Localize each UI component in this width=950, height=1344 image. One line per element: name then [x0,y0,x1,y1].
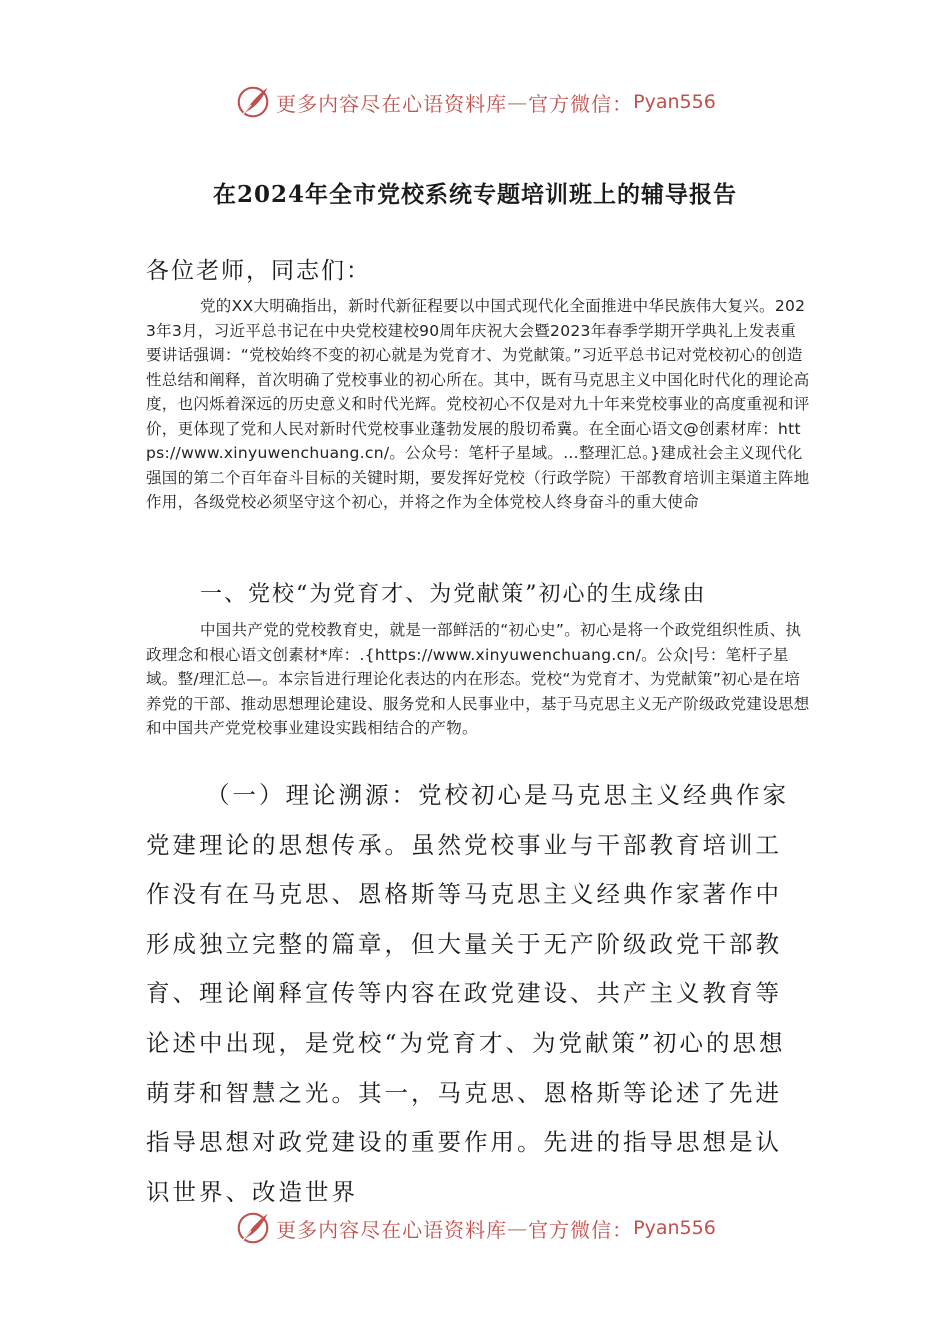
intro-paragraph: 党的XX大明确指出，新时代新征程要以中国式现代化全面推进中华民族伟大复兴。2023年3月，习近平总书记在中央党校建校90周年庆祝大会暨2023年春季学期开学典礼上发表重要讲话强调：“党校始终不变的初心就是为党育才、为党献策。”习近平总书记对党校初心的创造性总结和阐释，首次明确了党校事业的初心所在。其中，既有马克思主义中国化时代化的理论高度，也闪烁着深远的历史意义和时代光辉。党校初心不仅是对九十年来党校事业的高度重视和评价，更体现了党和人民对新时代党校事业蓬勃发展的殷切希冀。在全面心语文@创素材库：https://www.xinyuwenchuang.cn/。公众号：笔杆子星域。…整理汇总。}建成社会主义现代化强国的第二个百年奋斗目标的关键时期，要发挥好党校（行政学院）干部教育培训主渠道主阵地作用，各级党校必须坚守这个初心，并将之作为全体党校人终身奋斗的重大使命 [146,297,810,511]
watermark-handle: Pyan556 [633,1217,716,1239]
watermark-text: 更多内容尽在心语资料库 [276,91,508,116]
watermark-separator: — [507,90,529,114]
watermark-banner-bottom [0,1208,950,1248]
greeting: 各位老师，同志们： [146,258,371,284]
section-heading-1: 一、党校“为党育才、为党献策”初心的生成缘由 [200,582,707,607]
document-title: 在2024年全市党校系统专题培训班上的辅导报告 [212,181,737,208]
quill-pen-logo-icon [234,83,272,121]
watermark-separator: — [507,1216,529,1240]
watermark-text: 更多内容尽在心语资料库 [276,1217,508,1242]
watermark-label: 官方微信： [528,1217,634,1242]
watermark-banner-top [0,82,950,122]
quill-pen-logo-icon [234,1209,272,1247]
watermark-label: 官方微信： [528,91,634,116]
watermark-handle: Pyan556 [633,91,716,113]
subsection-1-paragraph: （一）理论溯源：党校初心是马克思主义经典作家党建理论的思想传承。虽然党校事业与干部教育培训工作没有在马克思、恩格斯等马克思主义经典作家著作中形成独立完整的篇章，但大量关于无产阶级政党干部教育、理论阐释宣传等内容在政党建设、共产主义教育等论述中出现，是党校“为党育才、为党献策”初心的思想萌芽和智慧之光。其一，马克思、恩格斯等论述了先进指导思想对政党建设的重要作用。先进的指导思想是认识世界、改造世界 [146,781,789,1206]
section-1-paragraph: 中国共产党的党校教育史，就是一部鲜活的“初心史”。初心是将一个政党组织性质、执政理念和根心语文创素材*库：.{https://www.xinyuwenchuang.cn/。公众|号：笔杆子星域。整/理汇总—。本宗旨进行理论化表达的内在形态。党校“为党育才、为党献策”初心是在培养党的干部、推动思想理论建设、服务党和人民事业中，基于马克思主义无产阶级政党建设思想和中国共产党党校事业建设实践相结合的产物。 [146,621,810,737]
